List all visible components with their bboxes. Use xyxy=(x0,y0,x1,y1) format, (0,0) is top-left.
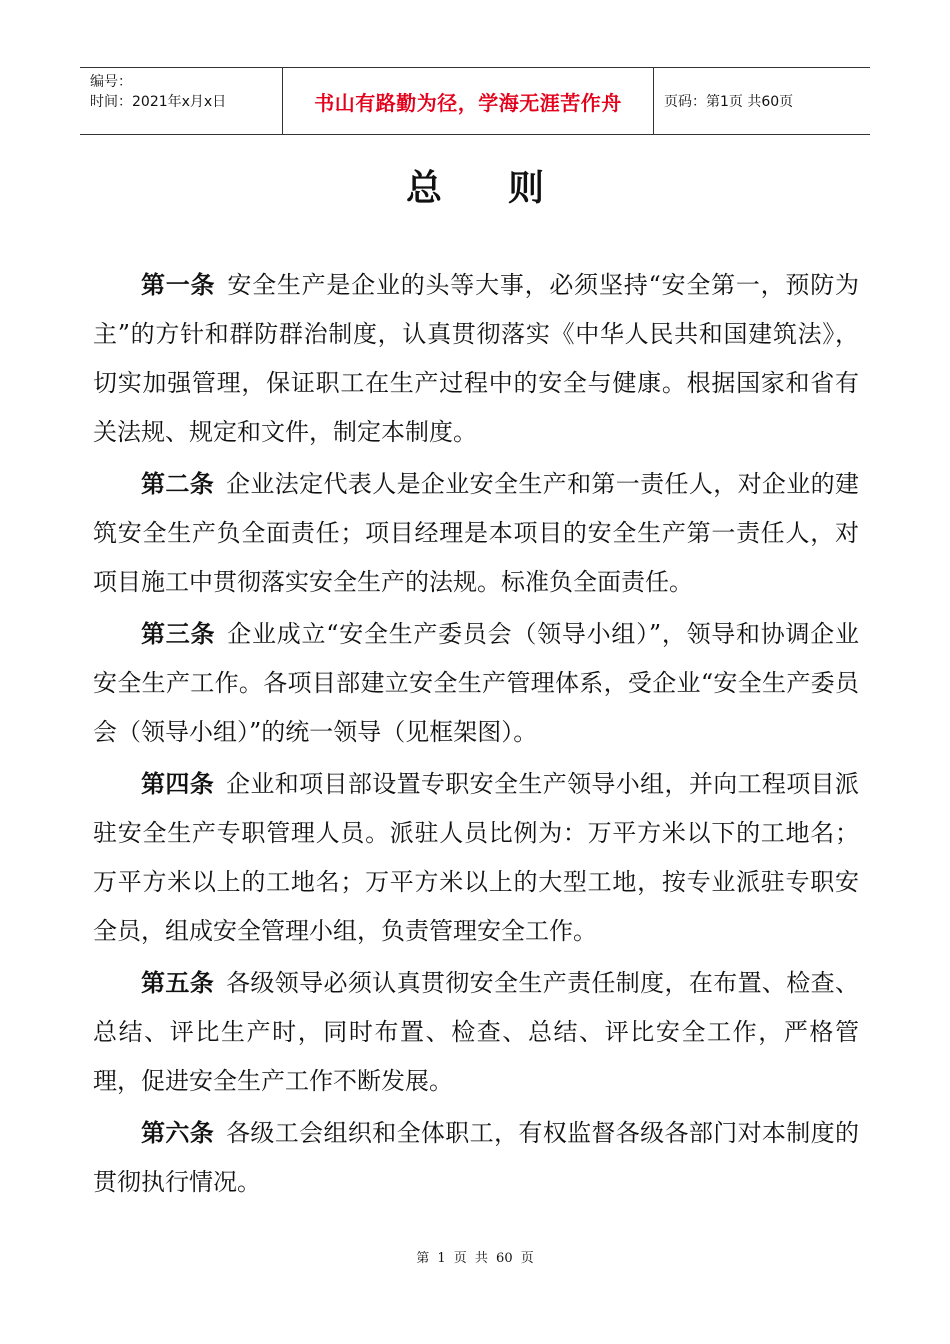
article xyxy=(93,460,859,607)
number-label: 编号： xyxy=(90,74,132,90)
article-text: 企业和项目部设置专职安全生产领导小组，并向工程项目派驻安全生产专职管理人员。派驻人员比例为：万平方米以下的工地名；万平方米以上的工地名；万平方米以上的大型工地，按专业派驻专职安全员，组成安全管理小组，负责管理安全工作。 xyxy=(93,770,860,945)
article-number: 第二条 xyxy=(141,470,215,498)
article-number: 第四条 xyxy=(141,770,215,798)
page-title: 总则 xyxy=(405,168,610,209)
page-footer: 第 1 页 共 60 页 xyxy=(416,1251,534,1266)
document-body xyxy=(93,261,859,1210)
article xyxy=(93,959,859,1106)
article xyxy=(93,610,859,757)
article-text: 企业成立“安全生产委员会（领导小组）”，领导和协调企业安全生产工作。各项目部建立安全生产管理体系，受企业“安全生产委员会（领导小组）”的统一领导（见框架图）。 xyxy=(93,620,860,746)
article-text: 安全生产是企业的头等大事，必须坚持“安全第一，预防为主”的方针和群防群治制度，认真贯彻落实《中华人民共和国建筑法》，切实加强管理，保证职工在生产过程中的安全与健康。根据国家和省有关法规、规定和文件，制定本制度。 xyxy=(93,271,859,446)
article-number: 第一条 xyxy=(141,271,216,299)
article xyxy=(93,1109,859,1207)
article-number: 第六条 xyxy=(141,1119,215,1147)
article-number: 第五条 xyxy=(141,969,215,997)
document-header xyxy=(80,67,870,135)
article-number: 第三条 xyxy=(141,620,216,648)
article-text: 各级领导必须认真贯彻安全生产责任制度，在布置、检查、总结、评比生产时，同时布置、检查、总结、评比安全工作，严格管理，促进安全生产工作不断发展。 xyxy=(93,969,860,1095)
article-text: 各级工会组织和全体职工，有权监督各级各部门对本制度的贯彻执行情况。 xyxy=(93,1119,860,1196)
header-motto: 书山有路勤为径，学海无涯苦作舟 xyxy=(282,68,654,134)
time-label: 时间：2021年x月x日 xyxy=(90,94,227,110)
header-meta xyxy=(80,68,282,134)
article xyxy=(93,261,859,457)
article xyxy=(93,760,859,956)
article-text: 企业法定代表人是企业安全生产和第一责任人，对企业的建筑安全生产负全面责任；项目经理是本项目的安全生产第一责任人，对项目施工中贯彻落实安全生产的法规。标准负全面责任。 xyxy=(93,470,860,596)
header-page-info: 页码：第1页 共60页 xyxy=(664,94,794,110)
